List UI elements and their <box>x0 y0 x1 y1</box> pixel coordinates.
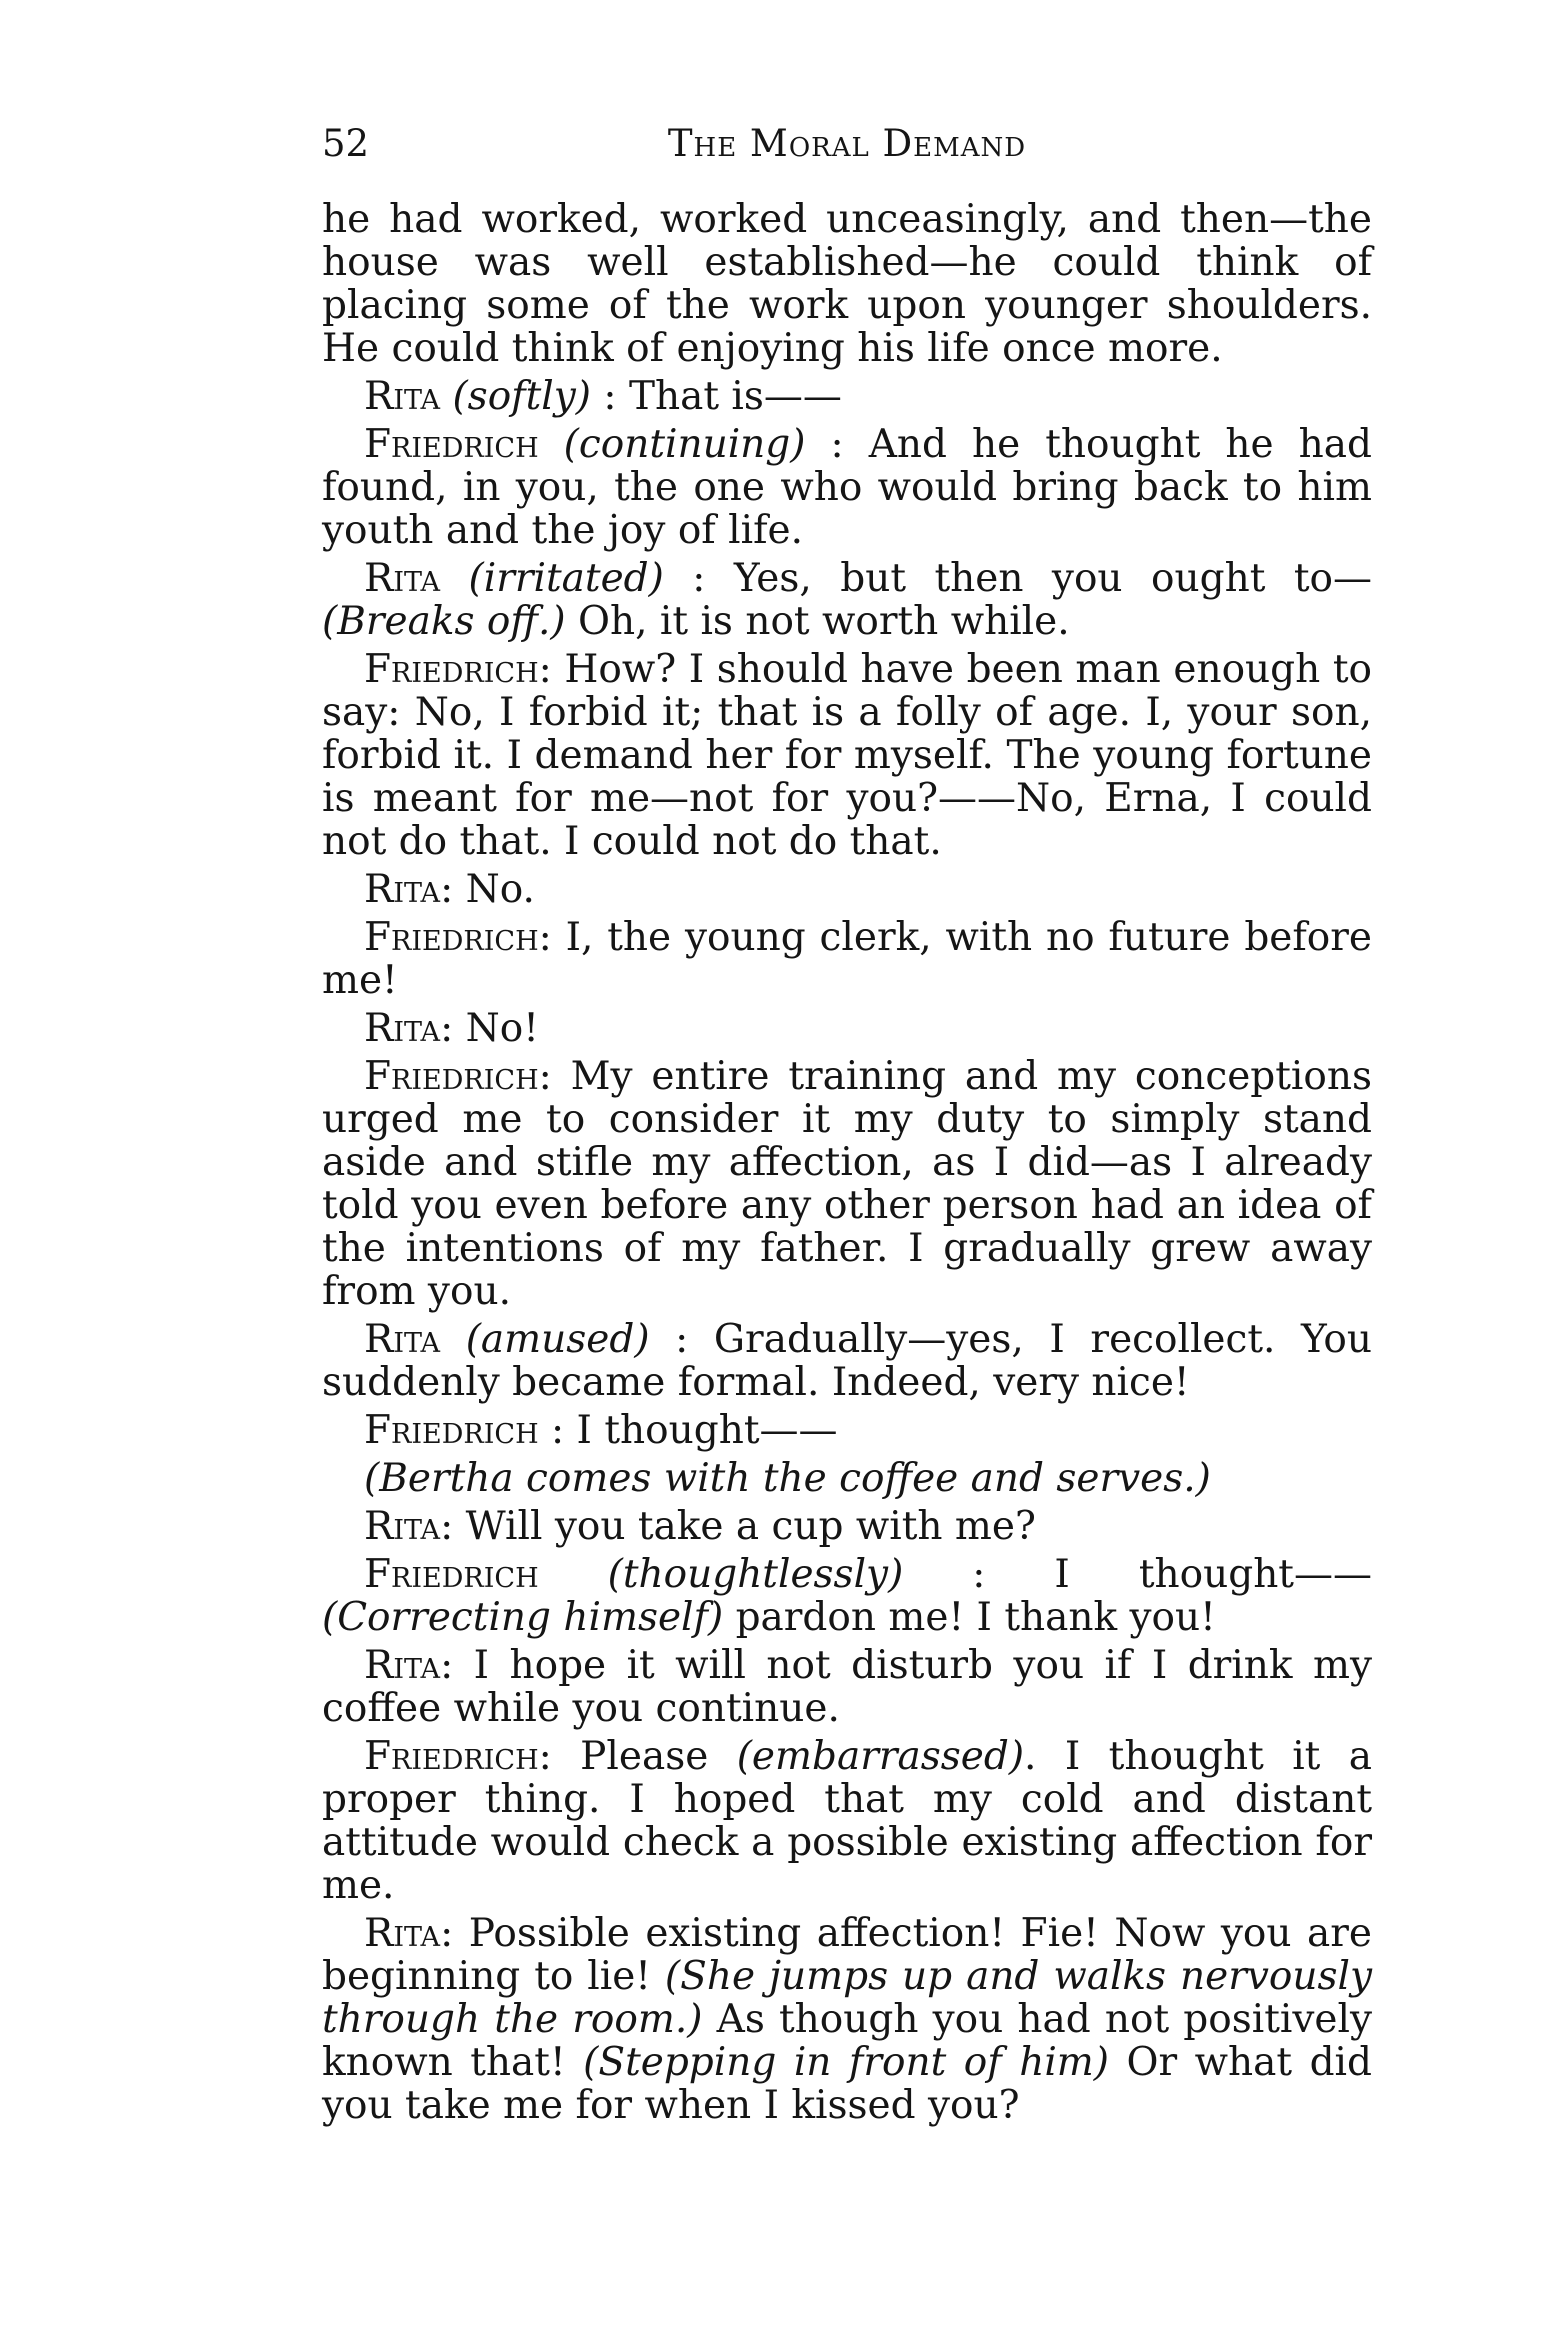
stage-direction-line: (Bertha comes with the coffee and serves.) <box>364 1456 1211 1501</box>
dialogue-line <box>322 375 1372 418</box>
dialogue-line <box>322 423 1372 552</box>
dialogue-text: Oh, it is not worth while. <box>565 599 1070 644</box>
dialogue-line <box>322 1505 1372 1548</box>
speaker-name: Rita <box>364 1643 441 1688</box>
dialogue-text: : Will you take a cup with me? <box>440 1504 1036 1549</box>
dialogue-text: : Yes, but then you ought to— <box>663 556 1372 601</box>
dialogue-line <box>322 1912 1372 2127</box>
speaker-name: Rita <box>364 556 441 601</box>
speaker-name: Friedrich <box>364 1408 539 1453</box>
dialogue-text: . I thought it a proper thing. I hoped that my cold and distant attitude would check a possible existing affection for me. <box>322 1734 1372 1908</box>
dialogue-text: : Possible existing affection! Fie! Now you are beginning to lie! <box>322 1911 1372 1999</box>
dialogue-line <box>322 1409 1372 1452</box>
dialogue-text: : I hope it will not disturb you if I drink my coffee while you continue. <box>322 1643 1372 1731</box>
speaker-name: Friedrich <box>364 1552 539 1597</box>
stage-direction: (Breaks off.) <box>322 599 566 644</box>
dialogue-line <box>322 868 1372 911</box>
stage-direction: (irritated) <box>468 556 664 601</box>
dialogue-text: pardon me! I thank you! <box>723 1595 1216 1640</box>
stage-direction: (softly) <box>452 374 592 419</box>
speaker-name: Rita <box>364 1504 441 1549</box>
dialogue-line <box>322 1644 1372 1730</box>
page-header <box>322 120 1372 176</box>
dialogue-line <box>322 1553 1372 1639</box>
dialogue-text: : No. <box>440 867 535 912</box>
dialogue-line <box>322 1735 1372 1907</box>
stage-direction: (She jumps up and walks nervously through the room.) <box>322 1954 1372 2042</box>
dialogue-text: : My entire training and my conceptions urged me to consider it my duty to simply stand aside and stifle my affection, as I did—as I already told you even before any other person had an idea of the intentions of my father. I gradually grew away from you. <box>322 1054 1372 1314</box>
stage-direction: (Correcting himself) <box>322 1595 724 1640</box>
dialogue-line <box>322 648 1372 863</box>
dialogue-text: : That is—— <box>591 374 842 419</box>
speaker-name: Friedrich <box>364 915 539 960</box>
speaker-name: Friedrich <box>364 1734 539 1779</box>
speaker-name: Friedrich <box>364 422 539 467</box>
paragraph-text: he had worked, worked unceasingly, and then—the house was well established—he could think of placing some of the work upon younger shoulders. He could think of enjoying his life once more. <box>322 197 1372 371</box>
speaker-name: Rita <box>364 867 441 912</box>
dialogue-text: : How? I should have been man enough to say: No, I forbid it; that is a folly of age. I, your son, forbid it. I demand her for myself. The young fortune is meant for me—not for you?——No, Erna, I could not do that. I could not do that. <box>322 647 1372 864</box>
dialogue-line <box>322 916 1372 1002</box>
speaker-name: Rita <box>364 374 441 419</box>
dialogue-text: As though you had not positively known that! <box>322 1997 1372 2085</box>
dialogue-text: : I thought—— <box>903 1552 1372 1597</box>
stage-direction: (amused) <box>465 1317 650 1362</box>
page-number: 52 <box>322 122 370 165</box>
speaker-name: Friedrich <box>364 647 539 692</box>
stage-direction: (Stepping in front of him) <box>583 2040 1109 2085</box>
dialogue-text: : No! <box>440 1006 539 1051</box>
dialogue-text: : I thought—— <box>538 1408 838 1453</box>
body-text <box>322 198 1372 2132</box>
speaker-name: Rita <box>364 1317 441 1362</box>
dialogue-line <box>322 1318 1372 1404</box>
dialogue-text: : Gradually—yes, I recollect. You suddenly became formal. Indeed, very nice! <box>322 1317 1372 1405</box>
dialogue-line <box>322 1007 1372 1050</box>
stage-direction: (embarrassed) <box>736 1734 1025 1779</box>
running-title: The Moral Demand <box>667 122 1027 165</box>
speaker-name: Friedrich <box>364 1054 539 1099</box>
dialogue-text: Or what did you take me for when I kissed you? <box>322 2040 1372 2128</box>
stage-direction: (continuing) <box>563 422 806 467</box>
dialogue-line <box>322 1055 1372 1313</box>
dialogue-text: : And he thought he had found, in you, the one who would bring back to him youth and the joy of life. <box>322 422 1372 553</box>
paragraph <box>322 198 1372 370</box>
speaker-name: Rita <box>364 1911 441 1956</box>
dialogue-text: : Please <box>538 1734 737 1779</box>
dialogue-line <box>322 557 1372 643</box>
stage-direction: (thoughtlessly) <box>607 1552 904 1597</box>
speaker-name: Rita <box>364 1006 441 1051</box>
dialogue-text: : I, the young clerk, with no future before me! <box>322 915 1372 1003</box>
